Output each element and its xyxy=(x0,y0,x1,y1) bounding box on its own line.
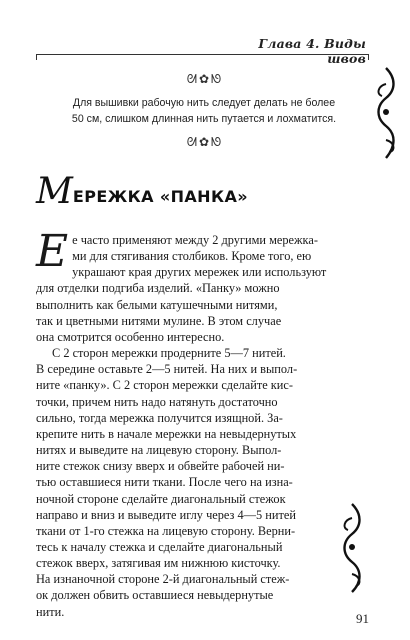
text-line: ните «панку». С 2 сторон мережки сделайте кис- xyxy=(36,378,293,393)
text-line: стежок вверх, затягивая им нижнюю кисточку. xyxy=(36,556,281,571)
header-rule xyxy=(36,54,368,55)
text-line: тью оставшиеся нити ткани. После чего на изна- xyxy=(36,475,293,490)
divider-ornament-bottom: ᘛ✿ᘚ xyxy=(186,135,224,149)
text-line: она смотрится особенно интересно. xyxy=(36,329,225,344)
text-line: ните стежок снизу вверх и обвейте рабочей ни- xyxy=(36,459,285,474)
paragraph-1 xyxy=(36,226,368,345)
tip-note xyxy=(56,96,352,127)
paragraph-2 xyxy=(36,345,368,620)
text-line: украшают края других мережек или используют xyxy=(72,265,327,280)
page-number: 91 xyxy=(356,611,369,626)
header-rule-right-tick xyxy=(368,54,369,60)
text-line: На изнаночной стороне 2-й диагональный стеж- xyxy=(36,572,290,587)
text-line: нити. xyxy=(36,604,65,619)
text-line: тесь к началу стежка и сделайте диагональный xyxy=(36,539,283,554)
text-line: точки, причем нить надо натянуть достаточно xyxy=(36,394,278,409)
text-line: выполнить как белыми катушечными нитями, xyxy=(36,297,278,312)
text-line: направо и вниз и выведите иглу через 4—5 нитей xyxy=(36,507,296,522)
flourish-bottom-ornament xyxy=(332,500,372,596)
text-line: нитях и выведите на лицевую сторону. Выпол- xyxy=(36,443,282,458)
drop-cap: Е xyxy=(36,226,69,277)
text-line: для отделки подгиба изделий. «Панку» можно xyxy=(36,281,280,296)
text-line: С 2 сторон мережки продерните 5—7 нитей. xyxy=(52,346,286,361)
body-text xyxy=(36,226,368,620)
text-line: В середине оставьте 2—5 нитей. На них и выпол- xyxy=(36,362,298,377)
divider-ornament-top: ᘛ✿ᘚ xyxy=(186,72,224,86)
text-line: ок должен обвить оставшиеся невыдернутые xyxy=(36,588,274,603)
tip-note-line: 50 см, слишком длинная нить путается и лохматится. xyxy=(71,112,337,125)
text-line: е часто применяют между 2 другими мережка- xyxy=(72,233,318,247)
text-line: сильно, тогда мережка получится изящной. За- xyxy=(36,410,283,425)
running-header: Глава 4. Виды швов xyxy=(258,36,366,66)
text-line: так и цветными нитями мулине. В этом случае xyxy=(36,313,282,328)
section-title-initial: М xyxy=(36,171,73,212)
section-title xyxy=(36,172,248,212)
section-title-text: ЕРЕЖКА «ПАНКА» xyxy=(72,187,248,206)
text-line: ткани от 1-го стежка на лицевую сторону. Верни- xyxy=(36,523,296,538)
text-line: ми для стягивания столбиков. Кроме того, ею xyxy=(72,249,312,264)
text-line: ночной стороне сделайте диагональный стежок xyxy=(36,491,286,506)
text-line: крепите нить в начале мережки на невыдернутых xyxy=(36,426,297,441)
tip-note-line: Для вышивки рабочую нить следует делать не более xyxy=(72,97,336,109)
header-rule-left-tick xyxy=(36,54,37,60)
